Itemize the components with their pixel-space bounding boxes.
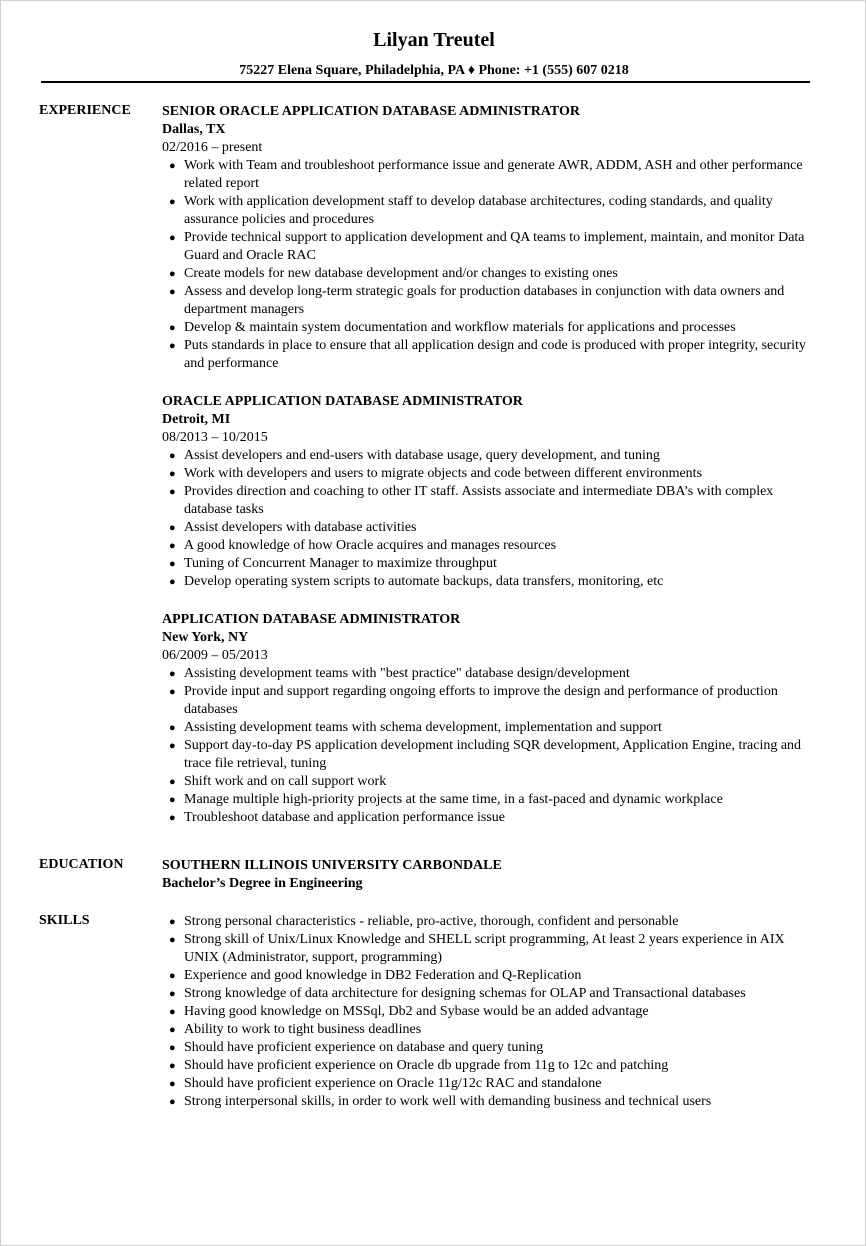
job-dates: 08/2013 – 10/2015 bbox=[162, 430, 268, 445]
bullet-icon: ● bbox=[169, 558, 176, 570]
bullet-text: Should have proficient experience on Oracle 11g/12c RAC and standalone bbox=[184, 1076, 602, 1091]
experience-content bbox=[162, 103, 822, 847]
list-item bbox=[162, 1057, 822, 1075]
list-item bbox=[162, 931, 822, 967]
bullet-icon: ● bbox=[169, 916, 176, 928]
job-location: New York, NY bbox=[162, 630, 249, 645]
job-dates: 06/2009 – 05/2013 bbox=[162, 648, 268, 663]
list-item bbox=[162, 1039, 822, 1057]
list-item bbox=[162, 1003, 822, 1021]
list-item bbox=[162, 913, 822, 931]
bullet-icon: ● bbox=[169, 468, 176, 480]
section-title-education: EDUCATION bbox=[39, 857, 124, 872]
bullet-icon: ● bbox=[169, 776, 176, 788]
list-item bbox=[162, 319, 822, 337]
bullet-icon: ● bbox=[169, 522, 176, 534]
candidate-name: Lilyan Treutel bbox=[373, 29, 495, 51]
bullet-icon: ● bbox=[169, 934, 176, 946]
job-entry bbox=[162, 611, 822, 827]
bullet-text: A good knowledge of how Oracle acquires and manages resources bbox=[184, 538, 557, 553]
bullet-icon: ● bbox=[169, 196, 176, 208]
bullet-icon: ● bbox=[169, 668, 176, 680]
job-title: APPLICATION DATABASE ADMINISTRATOR bbox=[162, 612, 461, 627]
list-item bbox=[162, 1075, 822, 1093]
bullet-text: Develop & maintain system documentation and workflow materials for applications and processes bbox=[184, 320, 736, 335]
bullet-text: Assist developers with database activities bbox=[184, 520, 417, 535]
bullet-text: Assist developers and end-users with database usage, query development, and tuning bbox=[184, 448, 660, 463]
bullet-text: Strong skill of Unix/Linux Knowledge and SHELL script programming, At least 2 years experience in AIX UNIX (Administrator, support, programming) bbox=[184, 932, 785, 965]
bullet-icon: ● bbox=[169, 340, 176, 352]
list-item bbox=[162, 719, 822, 737]
list-item bbox=[162, 773, 822, 791]
bullet-text: Strong knowledge of data architecture for designing schemas for OLAP and Transactional databases bbox=[184, 986, 746, 1001]
bullet-icon: ● bbox=[169, 232, 176, 244]
list-item bbox=[162, 809, 822, 827]
bullet-icon: ● bbox=[169, 450, 176, 462]
job-location: Detroit, MI bbox=[162, 412, 231, 427]
school-name: SOUTHERN ILLINOIS UNIVERSITY CARBONDALE bbox=[162, 858, 502, 873]
header-divider bbox=[41, 81, 810, 83]
list-item bbox=[162, 665, 822, 683]
job-title: SENIOR ORACLE APPLICATION DATABASE ADMINISTRATOR bbox=[162, 104, 580, 119]
bullet-icon: ● bbox=[169, 322, 176, 334]
list-item bbox=[162, 229, 822, 265]
bullet-icon: ● bbox=[169, 540, 176, 552]
bullet-icon: ● bbox=[169, 740, 176, 752]
bullet-icon: ● bbox=[169, 286, 176, 298]
bullet-text: Assisting development teams with schema development, implementation and support bbox=[184, 720, 662, 735]
section-title-experience: EXPERIENCE bbox=[39, 103, 131, 118]
skills-content bbox=[162, 913, 822, 1111]
bullet-text: Work with Team and troubleshoot performance issue and generate AWR, ADDM, ASH and other performance related report bbox=[184, 158, 803, 191]
bullet-text: Provides direction and coaching to other IT staff. Assists associate and intermediate DBA’s with complex database tasks bbox=[184, 484, 774, 517]
bullet-text: Should have proficient experience on Oracle db upgrade from 11g to 12c and patching bbox=[184, 1058, 669, 1073]
bullet-icon: ● bbox=[169, 794, 176, 806]
bullet-text: Shift work and on call support work bbox=[184, 774, 387, 789]
bullet-icon: ● bbox=[169, 722, 176, 734]
bullet-icon: ● bbox=[169, 1078, 176, 1090]
bullet-text: Assisting development teams with "best practice" database design/development bbox=[184, 666, 630, 681]
list-item bbox=[162, 519, 822, 537]
bullet-text: Strong interpersonal skills, in order to work well with demanding business and technical users bbox=[184, 1094, 712, 1109]
bullet-text: Strong personal characteristics - reliable, pro-active, thorough, confident and personable bbox=[184, 914, 679, 929]
bullet-text: Provide input and support regarding ongoing efforts to improve the design and performance of production databases bbox=[184, 684, 778, 717]
list-item bbox=[162, 967, 822, 985]
list-item bbox=[162, 555, 822, 573]
list-item bbox=[162, 985, 822, 1003]
bullet-icon: ● bbox=[169, 1042, 176, 1054]
list-item bbox=[162, 1093, 822, 1111]
bullet-text: Create models for new database development and/or changes to existing ones bbox=[184, 266, 618, 281]
bullet-text: Provide technical support to application development and QA teams to implement, maintain, and monitor Data Guard and Oracle RAC bbox=[184, 230, 805, 263]
job-dates: 02/2016 – present bbox=[162, 140, 263, 155]
bullet-icon: ● bbox=[169, 268, 176, 280]
job-entry bbox=[162, 393, 822, 591]
list-item bbox=[162, 483, 822, 519]
list-item bbox=[162, 791, 822, 809]
bullet-text: Assess and develop long-term strategic goals for production databases in conjunction with data owners and department managers bbox=[184, 284, 785, 317]
list-item bbox=[162, 537, 822, 555]
degree: Bachelor’s Degree in Engineering bbox=[162, 876, 363, 891]
bullet-text: Should have proficient experience on database and query tuning bbox=[184, 1040, 544, 1055]
bullet-text: Manage multiple high-priority projects at the same time, in a fast-paced and dynamic workplace bbox=[184, 792, 723, 807]
list-item bbox=[162, 283, 822, 319]
bullet-icon: ● bbox=[169, 486, 176, 498]
bullet-icon: ● bbox=[169, 686, 176, 698]
job-entry bbox=[162, 103, 822, 373]
section-title-skills: SKILLS bbox=[39, 913, 90, 928]
skills-list bbox=[162, 913, 822, 1111]
list-item bbox=[162, 573, 822, 591]
bullet-text: Develop operating system scripts to automate backups, data transfers, monitoring, etc bbox=[184, 574, 664, 589]
list-item bbox=[162, 737, 822, 773]
bullet-icon: ● bbox=[169, 1006, 176, 1018]
contact-line: 75227 Elena Square, Philadelphia, PA ♦ Phone: +1 (555) 607 0218 bbox=[239, 63, 629, 78]
bullet-text: Experience and good knowledge in DB2 Federation and Q-Replication bbox=[184, 968, 582, 983]
list-item bbox=[162, 447, 822, 465]
list-item bbox=[162, 683, 822, 719]
bullet-text: Troubleshoot database and application performance issue bbox=[184, 810, 506, 825]
job-bullets bbox=[162, 447, 822, 591]
education-content bbox=[162, 857, 822, 893]
job-bullets bbox=[162, 157, 822, 373]
job-location: Dallas, TX bbox=[162, 122, 226, 137]
list-item bbox=[162, 157, 822, 193]
bullet-text: Having good knowledge on MSSql, Db2 and Sybase would be an added advantage bbox=[184, 1004, 649, 1019]
list-item bbox=[162, 265, 822, 283]
bullet-text: Work with developers and users to migrate objects and code between different environments bbox=[184, 466, 703, 481]
bullet-icon: ● bbox=[169, 988, 176, 1000]
bullet-icon: ● bbox=[169, 1024, 176, 1036]
bullet-text: Ability to work to tight business deadlines bbox=[184, 1022, 422, 1037]
bullet-icon: ● bbox=[169, 970, 176, 982]
bullet-icon: ● bbox=[169, 160, 176, 172]
bullet-text: Work with application development staff to develop database architectures, coding standards, and quality assurance policies and procedures bbox=[184, 194, 773, 227]
list-item bbox=[162, 1021, 822, 1039]
bullet-icon: ● bbox=[169, 1096, 176, 1108]
bullet-icon: ● bbox=[169, 1060, 176, 1072]
bullet-icon: ● bbox=[169, 576, 176, 588]
list-item bbox=[162, 465, 822, 483]
bullet-text: Support day-to-day PS application development including SQR development, Application Engine, tracing and trace file retrieval, tuning bbox=[184, 738, 802, 771]
job-title: ORACLE APPLICATION DATABASE ADMINISTRATOR bbox=[162, 394, 523, 409]
bullet-icon: ● bbox=[169, 812, 176, 824]
job-bullets bbox=[162, 665, 822, 827]
list-item bbox=[162, 193, 822, 229]
list-item bbox=[162, 337, 822, 373]
bullet-text: Puts standards in place to ensure that all application design and code is produced with proper integrity, security and performance bbox=[184, 338, 806, 371]
bullet-text: Tuning of Concurrent Manager to maximize throughput bbox=[184, 556, 497, 571]
